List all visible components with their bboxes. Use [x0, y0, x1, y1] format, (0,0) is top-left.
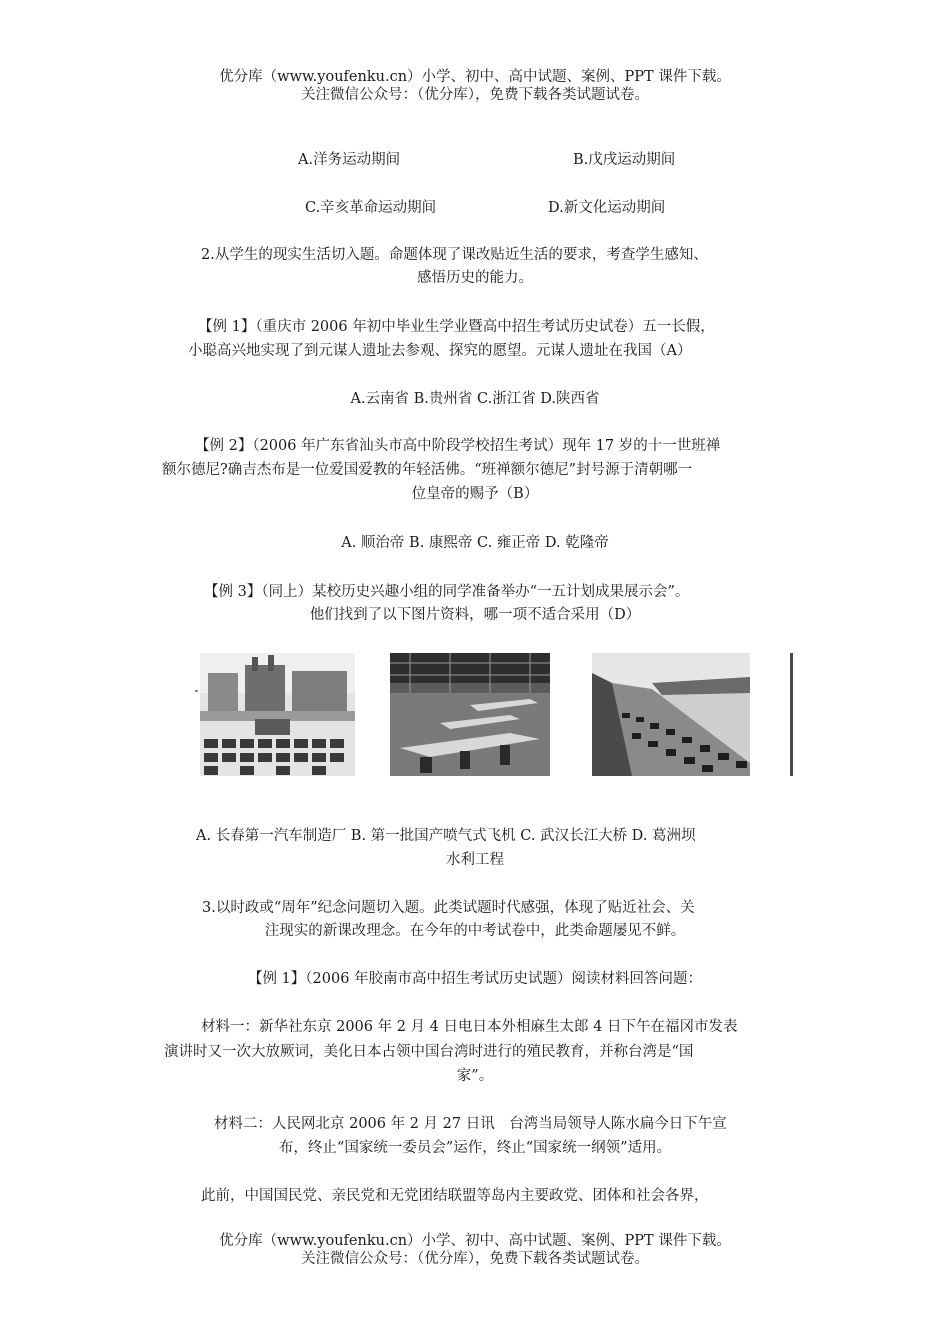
- option-d: D.新文化运动期间: [548, 200, 666, 216]
- example2-line-3: 位皇帝的赐予（B）: [411, 486, 539, 502]
- material1-line-3: 家”。: [456, 1068, 494, 1084]
- example2-line-1: 【例 2】（2006 年广东省汕头市高中阶段学校招生考试）现年 17 岁的十一世班禅: [195, 438, 721, 454]
- example3-options-line-1: A. 长春第一汽车制造厂 B. 第一批国产喷气式飞机 C. 武汉长江大桥 D. 葛洲坝: [196, 828, 696, 844]
- material1-line-2: 演讲时又一次大放厥词，美化日本占领中国台湾时进行的殖民教育，并称台湾是“国: [164, 1044, 694, 1060]
- header-line-2: 关注微信公众号：（优分库），免费下载各类试题试卷。: [301, 87, 649, 103]
- section3-line-2: 注现实的新课改理念。在今年的中考试卷中，此类命题屡见不鲜。: [264, 923, 686, 939]
- photo-jet-aircraft: [390, 653, 550, 776]
- example1-line-2: 小聪高兴地实现了到元谋人遗址去参观、探究的愿望。元谋人遗址在我国（A）: [188, 343, 692, 359]
- section2-line-2: 感悟历史的能力。: [417, 270, 533, 286]
- example2-line-2: 额尔德尼?确吉杰布是一位爱国爱教的年轻活佛。“班禅额尔德尼”封号源于清朝哪一: [162, 462, 693, 478]
- footer-line-2: 关注微信公众号：（优分库），免费下载各类试题试卷。: [301, 1251, 649, 1267]
- option-b: B.戊戌运动期间: [573, 152, 676, 168]
- material2-line-2: 布，终止“国家统一委员会”运作，终止“国家统一纲领”适用。: [278, 1140, 672, 1156]
- material1-line-1: 材料一：新华社东京 2006 年 2 月 4 日电日本外相麻生太郎 4 日下午在福冈市发表: [201, 1019, 738, 1035]
- photo-wuhan-bridge: [592, 653, 750, 776]
- example3-options-line-2: 水利工程: [446, 852, 504, 868]
- example3-line-1: 【例 3】（同上）某校历史兴趣小组的同学准备举办“一五计划成果展示会”。: [204, 584, 690, 600]
- example1-line-1: 【例 1】（重庆市 2006 年初中毕业生学业暨高中招生考试历史试卷）五一长假，: [198, 319, 715, 335]
- photo-mark: [195, 690, 198, 692]
- example1-options: A.云南省 B.贵州省 C.浙江省 D.陕西省: [350, 391, 600, 407]
- photo-changchun-factory: [200, 653, 355, 776]
- section3-line-1: 3.以时政或“周年”纪念问题切入题。此类试题时代感强，体现了贴近社会、关: [202, 900, 695, 916]
- example2-options: A. 顺治帝 B. 康熙帝 C. 雍正帝 D. 乾隆帝: [341, 535, 609, 551]
- header-line-1: 优分库（www.youfenku.cn）小学、初中、高中试题、案例、PPT 课件下载。: [219, 69, 731, 85]
- example4-line-1: 【例 1】（2006 年胶南市高中招生考试历史试题）阅读材料回答问题：: [247, 971, 703, 987]
- section2-line-1: 2.从学生的现实生活切入题。命题体现了课改贴近生活的要求，考查学生感知、: [201, 247, 708, 263]
- closing-line-1: 此前，中国国民党、亲民党和无党团结联盟等岛内主要政党、团体和社会各界，: [201, 1188, 709, 1204]
- option-c: C.辛亥革命运动期间: [305, 200, 437, 216]
- material2-line-1: 材料二：人民网北京 2006 年 2 月 27 日讯 台湾当局领导人陈水扁今日下午宣: [214, 1116, 727, 1132]
- footer-line-1: 优分库（www.youfenku.cn）小学、初中、高中试题、案例、PPT 课件下载。: [219, 1233, 731, 1249]
- example3-line-2: 他们找到了以下图片资料，哪一项不适合采用（D）: [309, 607, 641, 623]
- option-a: A.洋务运动期间: [298, 152, 401, 168]
- photo-edge-strip: [790, 653, 793, 776]
